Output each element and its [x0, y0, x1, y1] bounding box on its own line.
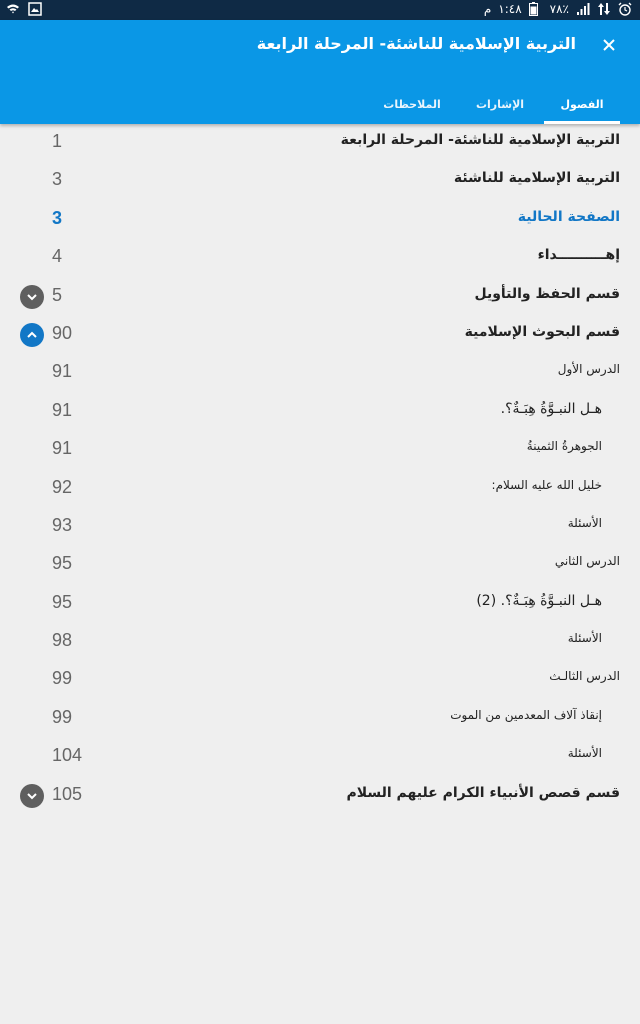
toc-entry-label: التربية الإسلامية للناشئة [453, 170, 620, 187]
toc-row[interactable] [0, 162, 640, 200]
tab-bar [368, 84, 640, 124]
tab-bookmarks[interactable]: الإشارات [475, 97, 525, 111]
toc-entry-label: خليل الله عليه السلام: [491, 477, 602, 492]
toc-entry-label: الدرس الثاني [554, 554, 620, 569]
toc-row[interactable] [0, 354, 640, 392]
toc-page-number: 5 [52, 284, 63, 305]
toc-row-current[interactable] [0, 201, 640, 239]
toc-entry-label: قسم قصص الأنبياء الكرام عليهم السلام [346, 784, 620, 801]
data-transfer-icon [597, 2, 611, 16]
toc-row[interactable] [0, 393, 640, 431]
toc-row[interactable] [0, 623, 640, 661]
toc-page-number: 3 [52, 207, 63, 228]
toc-row[interactable] [0, 431, 640, 469]
toc-page-number: 99 [52, 706, 73, 727]
toc-page-number: 1 [52, 131, 63, 151]
toc-entry-label: قسم الحفظ والتأويل [474, 285, 620, 302]
toc-entry-label: هـل النبـوَّةُ هِبَـةٌ؟. (2) [476, 592, 602, 609]
toc-entry-label: الأسئلة [567, 746, 602, 761]
toc-entry-label: الصفحة الحالية [517, 208, 620, 225]
toc-row[interactable] [0, 316, 640, 354]
toc-entry-label: هـل النبـوَّةُ هِبَـةٌ؟. [500, 400, 602, 417]
toc-row[interactable] [0, 738, 640, 776]
battery-level: ٧٨٪ [549, 2, 569, 16]
toc-entry-label: إهــــــــــداء [537, 247, 620, 264]
status-time: ١:٤٨ [498, 2, 522, 16]
toc-entry-label: الدرس الأول [557, 362, 620, 377]
close-button[interactable] [598, 34, 620, 56]
alarm-icon [618, 2, 632, 16]
toc-entry-label: قسم البحوث الإسلامية [464, 323, 620, 340]
battery-icon [529, 2, 543, 16]
toc-page-number: 91 [52, 399, 73, 420]
toc-entry-label: التربية الإسلامية للناشئة- المرحلة الرابعة [340, 132, 620, 148]
tab-notes[interactable]: الملاحظات [383, 97, 441, 111]
toc-row[interactable] [0, 546, 640, 584]
signal-icon [576, 2, 590, 16]
toc-entry-label: الدرس الثالـث [549, 669, 620, 684]
chevron-up-icon[interactable] [20, 323, 44, 347]
toc-page-number: 92 [52, 476, 73, 497]
toc-page-number: 98 [52, 630, 73, 651]
wifi-icon [6, 2, 20, 16]
toc-page-number: 95 [52, 553, 73, 574]
toc-page-number: 4 [52, 246, 63, 267]
chevron-down-icon[interactable] [20, 285, 44, 309]
toc-page-number: 91 [52, 438, 73, 459]
toc-page-number: 105 [52, 783, 83, 804]
close-icon [603, 39, 615, 51]
status-bar [0, 0, 640, 20]
toc-row[interactable] [0, 278, 640, 316]
toc-row[interactable] [0, 777, 640, 815]
toc-page-number: 93 [52, 514, 73, 535]
toc-page-number: 91 [52, 361, 73, 382]
toc-page-number: 95 [52, 591, 73, 612]
gallery-icon [28, 2, 42, 16]
toc-entry-label: إنقاذ آلاف المعدمين من الموت [450, 707, 602, 722]
page-title: التربية الإسلامية للناشئة- المرحلة الرابعة [256, 34, 576, 53]
toc-row[interactable] [0, 124, 640, 162]
toc-row[interactable] [0, 661, 640, 699]
toc-row[interactable] [0, 508, 640, 546]
toc-page-number: 99 [52, 668, 73, 689]
time-suffix: م [483, 2, 492, 16]
toc-row[interactable] [0, 585, 640, 623]
toc-entry-label: الأسئلة [567, 631, 602, 646]
toc-entry-label: الأسئلة [567, 515, 602, 530]
toc-page-number: 90 [52, 322, 73, 343]
toc-page-number: 3 [52, 169, 63, 190]
toc-entry-label: الجوهرةُ الثمينةُ [526, 439, 602, 454]
toc-row[interactable] [0, 470, 640, 508]
chevron-down-icon[interactable] [20, 784, 44, 808]
toc-page-number: 104 [52, 745, 83, 766]
toc-row[interactable] [0, 239, 640, 277]
toc-row[interactable] [0, 700, 640, 738]
app-bar [0, 20, 640, 124]
table-of-contents [0, 124, 640, 815]
tab-chapters[interactable]: الفصول [544, 84, 620, 124]
